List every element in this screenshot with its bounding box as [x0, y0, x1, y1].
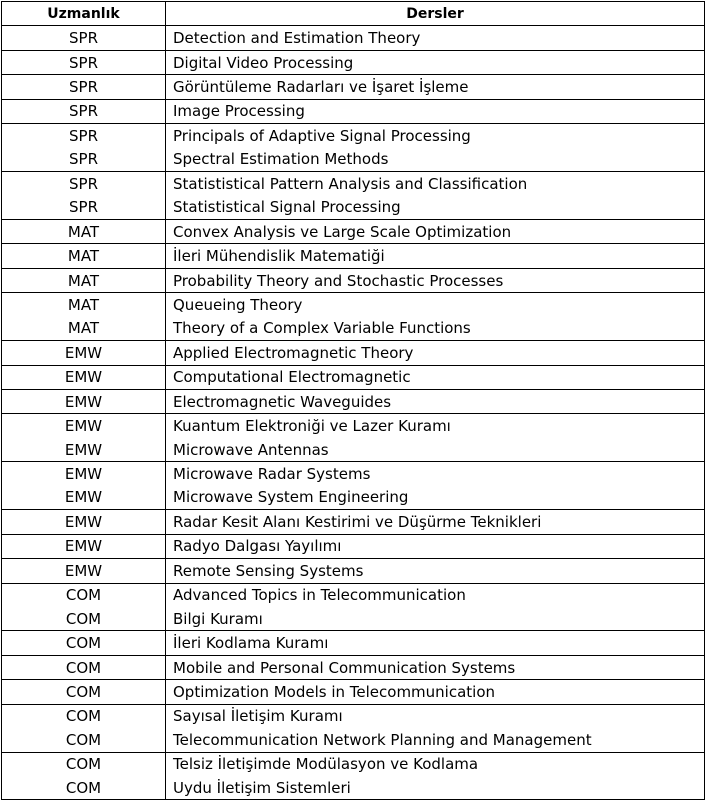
table-row — [2, 124, 705, 148]
uzmanlik-cell: COM — [2, 752, 166, 776]
table-row — [2, 390, 705, 414]
table-row — [2, 486, 705, 510]
ders-cell: Probability Theory and Stochastic Processes — [166, 268, 705, 292]
ders-cell: Advanced Topics in Telecommunication — [166, 583, 705, 607]
table-row — [2, 655, 705, 679]
table-row — [2, 607, 705, 631]
ders-cell: Statististical Signal Processing — [166, 196, 705, 220]
ders-cell: Microwave Antennas — [166, 438, 705, 462]
table-row — [2, 462, 705, 486]
uzmanlik-cell: MAT — [2, 244, 166, 268]
ders-cell: Görüntüleme Radarları ve İşaret İşleme — [166, 75, 705, 99]
uzmanlik-cell: COM — [2, 728, 166, 752]
ders-cell: İleri Kodlama Kuramı — [166, 631, 705, 655]
uzmanlik-cell: SPR — [2, 124, 166, 148]
ders-cell: Mobile and Personal Communication Systems — [166, 655, 705, 679]
ders-cell: Radar Kesit Alanı Kestirimi ve Düşürme Teknikleri — [166, 510, 705, 534]
ders-cell: Electromagnetic Waveguides — [166, 390, 705, 414]
uzmanlik-cell: MAT — [2, 268, 166, 292]
ders-cell: Sayısal İletişim Kuramı — [166, 704, 705, 728]
table-row — [2, 99, 705, 123]
table-row — [2, 534, 705, 558]
uzmanlik-cell: COM — [2, 655, 166, 679]
ders-cell: Telecommunication Network Planning and Management — [166, 728, 705, 752]
uzmanlik-cell: COM — [2, 704, 166, 728]
courses-table — [1, 1, 705, 800]
table-header-row — [2, 2, 705, 26]
uzmanlik-cell: COM — [2, 607, 166, 631]
table-row — [2, 172, 705, 196]
uzmanlik-cell: SPR — [2, 196, 166, 220]
table-row — [2, 317, 705, 341]
table-row — [2, 559, 705, 583]
uzmanlik-cell: EMW — [2, 365, 166, 389]
table-row — [2, 704, 705, 728]
uzmanlik-cell: EMW — [2, 438, 166, 462]
table-row — [2, 583, 705, 607]
uzmanlik-cell: EMW — [2, 390, 166, 414]
uzmanlik-cell: SPR — [2, 148, 166, 172]
table-row — [2, 196, 705, 220]
table-row — [2, 293, 705, 317]
uzmanlik-cell: COM — [2, 776, 166, 800]
ders-cell: Statististical Pattern Analysis and Classification — [166, 172, 705, 196]
header-dersler: Dersler — [166, 2, 705, 26]
ders-cell: Convex Analysis ve Large Scale Optimization — [166, 219, 705, 243]
table-row — [2, 510, 705, 534]
table-row — [2, 26, 705, 50]
uzmanlik-cell: EMW — [2, 462, 166, 486]
table-row — [2, 438, 705, 462]
uzmanlik-cell: MAT — [2, 317, 166, 341]
ders-cell: Theory of a Complex Variable Functions — [166, 317, 705, 341]
uzmanlik-cell: EMW — [2, 414, 166, 438]
ders-cell: Image Processing — [166, 99, 705, 123]
table-row — [2, 752, 705, 776]
ders-cell: Bilgi Kuramı — [166, 607, 705, 631]
uzmanlik-cell: EMW — [2, 559, 166, 583]
table-row — [2, 341, 705, 365]
table-row — [2, 414, 705, 438]
uzmanlik-cell: SPR — [2, 172, 166, 196]
uzmanlik-cell: EMW — [2, 510, 166, 534]
uzmanlik-cell: COM — [2, 631, 166, 655]
ders-cell: Computational Electromagnetic — [166, 365, 705, 389]
table-row — [2, 75, 705, 99]
uzmanlik-cell: SPR — [2, 75, 166, 99]
ders-cell: Digital Video Processing — [166, 50, 705, 74]
ders-cell: Radyo Dalgası Yayılımı — [166, 534, 705, 558]
header-uzmanlik: Uzmanlık — [2, 2, 166, 26]
uzmanlik-cell: SPR — [2, 99, 166, 123]
uzmanlik-cell: EMW — [2, 486, 166, 510]
uzmanlik-cell: SPR — [2, 26, 166, 50]
table-body — [2, 26, 705, 800]
ders-cell: Kuantum Elektroniği ve Lazer Kuramı — [166, 414, 705, 438]
table-row — [2, 244, 705, 268]
table-row — [2, 50, 705, 74]
ders-cell: Applied Electromagnetic Theory — [166, 341, 705, 365]
ders-cell: Uydu İletişim Sistemleri — [166, 776, 705, 800]
ders-cell: Remote Sensing Systems — [166, 559, 705, 583]
uzmanlik-cell: SPR — [2, 50, 166, 74]
ders-cell: Detection and Estimation Theory — [166, 26, 705, 50]
uzmanlik-cell: MAT — [2, 293, 166, 317]
ders-cell: Microwave System Engineering — [166, 486, 705, 510]
uzmanlik-cell: COM — [2, 680, 166, 704]
ders-cell: Spectral Estimation Methods — [166, 148, 705, 172]
table-row — [2, 776, 705, 800]
ders-cell: Optimization Models in Telecommunication — [166, 680, 705, 704]
ders-cell: Queueing Theory — [166, 293, 705, 317]
table-row — [2, 148, 705, 172]
ders-cell: Telsiz İletişimde Modülasyon ve Kodlama — [166, 752, 705, 776]
table-row — [2, 728, 705, 752]
table-row — [2, 268, 705, 292]
table-row — [2, 365, 705, 389]
uzmanlik-cell: MAT — [2, 219, 166, 243]
ders-cell: İleri Mühendislik Matematiği — [166, 244, 705, 268]
ders-cell: Microwave Radar Systems — [166, 462, 705, 486]
uzmanlik-cell: EMW — [2, 534, 166, 558]
uzmanlik-cell: COM — [2, 583, 166, 607]
table-row — [2, 219, 705, 243]
table-row — [2, 680, 705, 704]
ders-cell: Principals of Adaptive Signal Processing — [166, 124, 705, 148]
uzmanlik-cell: EMW — [2, 341, 166, 365]
table-row — [2, 631, 705, 655]
